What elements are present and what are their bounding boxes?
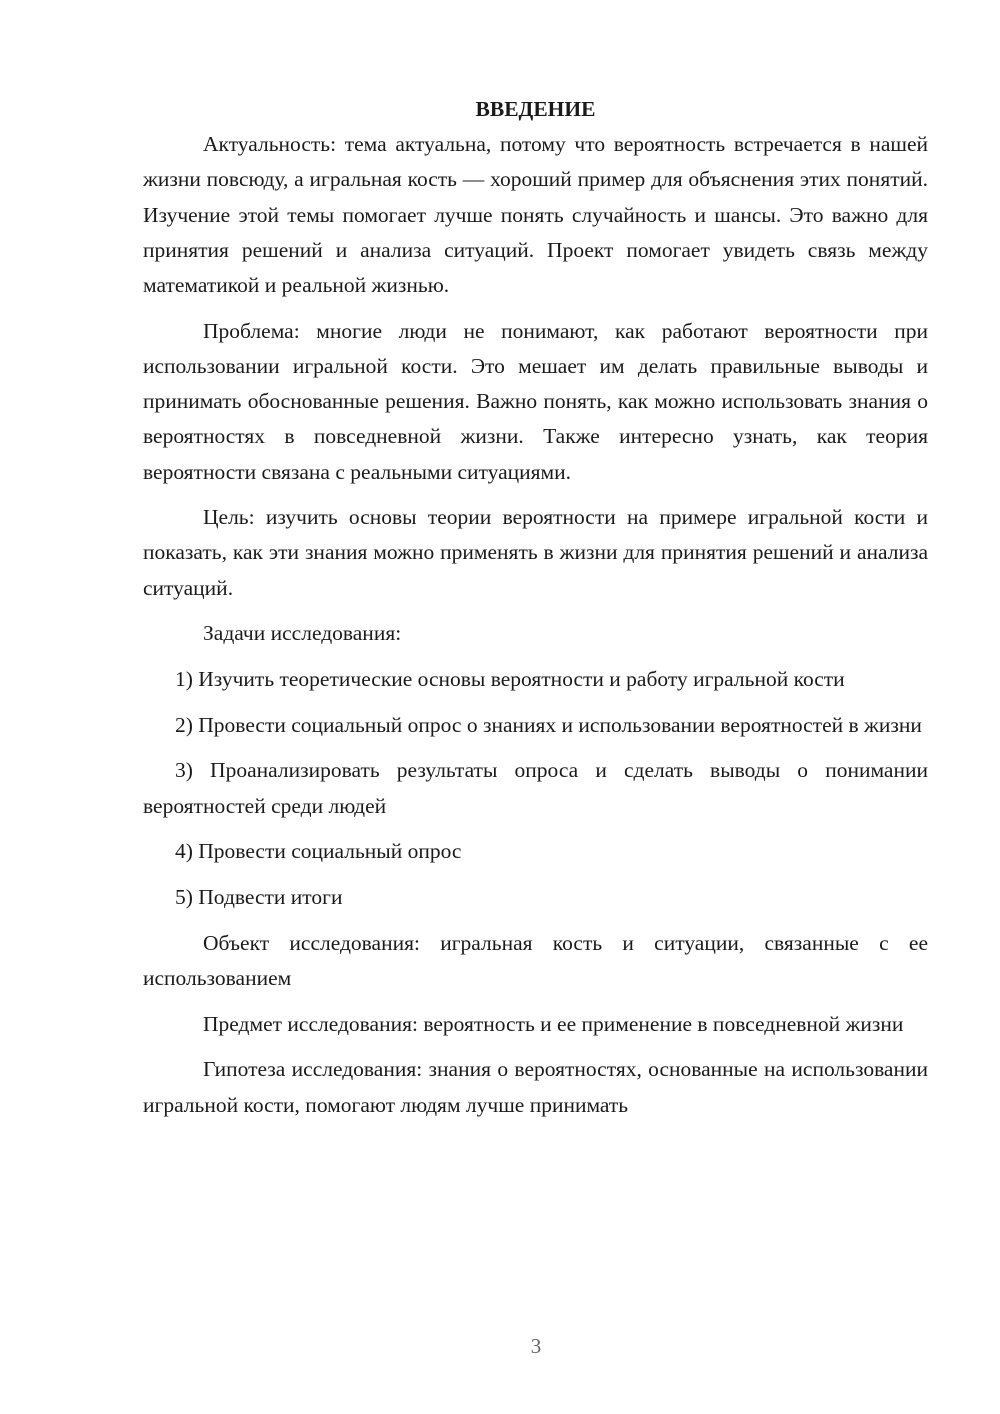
paragraph-subject: Предмет исследования: вероятность и ее применение в повседневной жизни bbox=[203, 1011, 904, 1036]
paragraph-tasks-title: Задачи исследования: bbox=[203, 621, 402, 646]
task-item-1: 1) Изучить теоретические основы вероятности и работу игральной кости bbox=[175, 667, 845, 692]
task-item-3: 3) Проанализировать результаты опроса и сделать выводы о понимании вероятностей среди людей bbox=[143, 758, 928, 818]
task-item-2: 2) Провести социальный опрос о знаниях и использовании вероятностей в жизни bbox=[175, 712, 922, 737]
paragraph-hypothesis: Гипотеза исследования: знания о вероятностях, основанные на использовании игральной кости, помогают людям лучше принимать bbox=[143, 1057, 928, 1117]
task-item-4: 4) Провести социальный опрос bbox=[175, 839, 462, 864]
document-body bbox=[143, 92, 928, 1133]
paragraph-goal: Цель: изучить основы теории вероятности на примере игральной кости и показать, как эти знания можно применять в жизни для принятия решений и анализа ситуаций. bbox=[143, 505, 928, 600]
page-number: 3 bbox=[530, 1334, 542, 1358]
paragraph-relevance: Актуальность: тема актуальна, потому что вероятность встречается в нашей жизни повсюду, а игральная кость — хороший пример для объяснения этих понятий. Изучение этой темы помогает лучше понять случайность и шансы. Это важно для принятия решений и анализа ситуаций. Проект помогает увидеть связь между математикой и реальной жизнью. bbox=[143, 132, 928, 298]
paragraph-object: Объект исследования: игральная кость и ситуации, связанные с ее использованием bbox=[143, 930, 928, 990]
task-item-5: 5) Подвести итоги bbox=[175, 885, 343, 910]
paragraph-problem: Проблема: многие люди не понимают, как работают вероятности при использовании игральной кости. Это мешает им делать правильные выводы и принимать обоснованные решения. Важно понять, как можно использовать знания о вероятностях в повседневной жизни. Также интересно узнать, как теория вероятности связана с реальными ситуациями. bbox=[143, 318, 928, 484]
section-heading: ВВЕДЕНИЕ bbox=[475, 97, 596, 121]
